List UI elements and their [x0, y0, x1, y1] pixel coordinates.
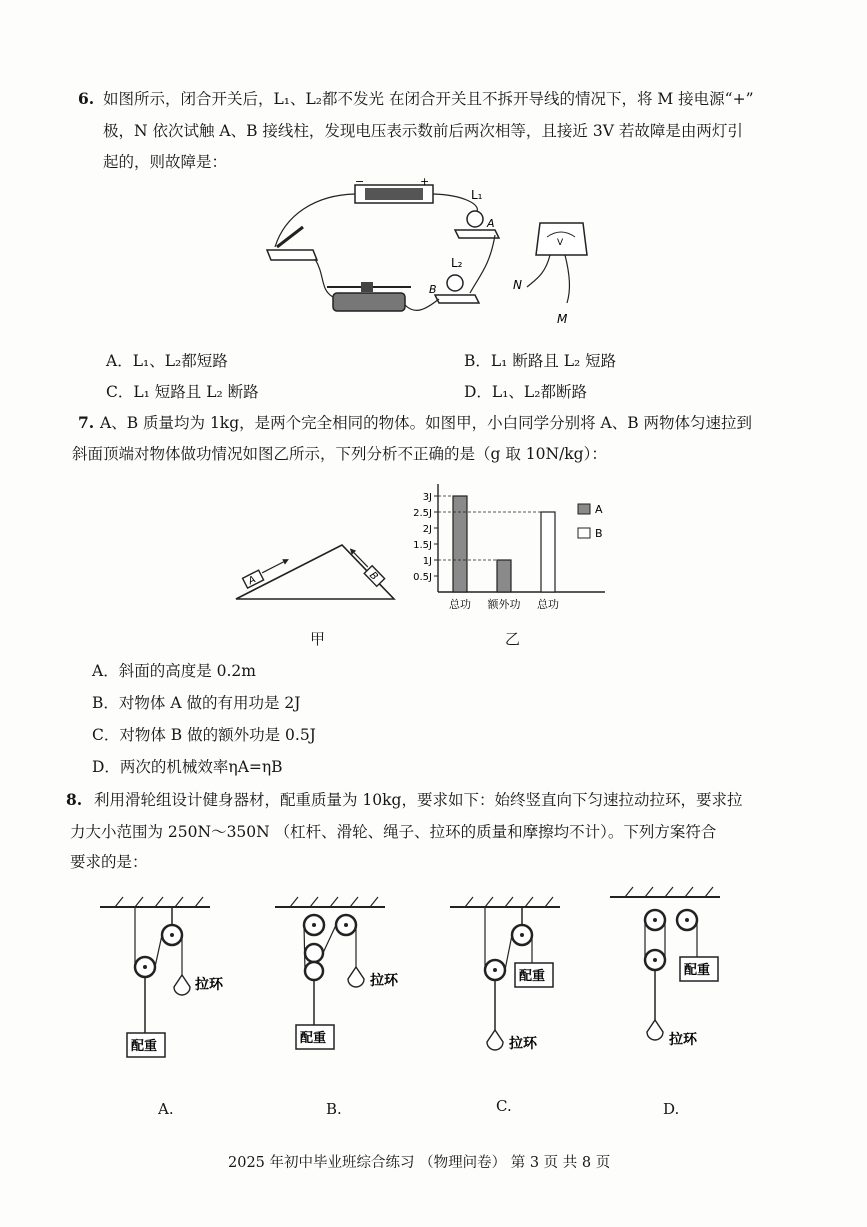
page-footer: 2025 年初中毕业班综合练习 （物理问卷） 第 3 页 共 8 页 — [228, 1155, 611, 1171]
block-b-label: B — [366, 570, 380, 583]
legend-label-a: A — [595, 503, 603, 516]
q6-option-c: C．L₁ 短路且 L₂ 断路 — [106, 383, 259, 401]
q8-number: 8. — [66, 790, 83, 809]
block-a-label: A — [246, 574, 258, 588]
pulley-option-a — [95, 895, 245, 1070]
counterweight-label: 配重 — [519, 969, 546, 984]
q7-option-a: A．斜面的高度是 0.2m — [92, 662, 256, 680]
x-category-label: 额外功 — [487, 598, 521, 611]
label-b: B — [429, 283, 437, 296]
battery-cell — [365, 188, 423, 200]
pulley-label-c: C. — [496, 1097, 512, 1115]
pulley-label-b: B. — [326, 1100, 342, 1118]
wire-3 — [470, 235, 495, 293]
probe-wire-n — [527, 255, 550, 287]
lamp-l1-bulb — [467, 211, 483, 227]
lamp-l2-bulb — [447, 275, 463, 291]
movable-pulley-1 — [305, 944, 323, 962]
probe-wire-m — [565, 255, 569, 303]
pulley-option-b — [270, 895, 420, 1070]
y-tick-label: 2.5J — [413, 508, 432, 519]
q6-line-2: 极，N 依次试触 A、B 接线柱，发现电压表示数前后两次相等，且接近 3V 若故障是由两灯引 — [103, 122, 743, 140]
battery-plus: + — [420, 175, 430, 188]
q7-line-1: A、B 质量均为 1kg，是两个完全相同的物体。如图甲，小白同学分别将 A、B 两物体匀速拉到 — [100, 414, 753, 432]
lamp-l1-base — [455, 230, 499, 238]
circuit-figure — [255, 175, 595, 335]
q7-line-2: 斜面顶端对物体做功情况如图乙所示，下列分析不正确的是（g 取 10N/kg）： — [72, 445, 607, 463]
x-category-label: 总功 — [449, 598, 471, 611]
q7-number: 7. — [78, 413, 95, 432]
fig-jia-label: 甲 — [310, 630, 326, 648]
q6-number: 6. — [78, 89, 95, 108]
pull-ring-label: 拉环 — [370, 973, 398, 989]
q6-option-a: A．L₁、L₂都短路 — [106, 352, 228, 370]
fig-yi-label: 乙 — [505, 630, 521, 648]
label-m: M — [557, 312, 568, 326]
q6-line-3: 起的，则故障是： — [103, 153, 228, 171]
ceiling-hatch — [465, 897, 553, 907]
ceiling-hatch — [625, 887, 713, 897]
label-l1: L₁ — [471, 188, 483, 202]
rheostat-slider — [361, 282, 373, 292]
force-arrowhead-a — [282, 556, 290, 564]
y-tick-label: 2J — [422, 524, 432, 535]
force-arrow-a — [262, 562, 283, 573]
ceiling-hatch — [290, 897, 378, 907]
label-n: N — [513, 278, 522, 292]
pull-ring — [647, 1020, 663, 1040]
wire-5 — [315, 259, 333, 297]
counterweight-label: 配重 — [300, 1031, 327, 1046]
voltmeter-v: V — [557, 238, 564, 248]
q6-option-d: D．L₁、L₂都断路 — [464, 383, 587, 401]
pull-ring — [487, 1030, 503, 1050]
q7-option-b: B．对物体 A 做的有用功是 2J — [92, 694, 301, 712]
pulley-label-d: D. — [663, 1100, 680, 1118]
y-tick-label: 0.5J — [413, 572, 432, 583]
q8-line-3: 要求的是： — [70, 853, 148, 871]
pull-ring-label: 拉环 — [509, 1036, 537, 1052]
bar-a — [497, 560, 511, 592]
incline-figure — [230, 535, 400, 605]
x-category-label: 总功 — [537, 598, 559, 611]
y-tick-label: 1.5J — [413, 540, 432, 551]
switch-base — [267, 250, 317, 260]
pull-ring-label: 拉环 — [669, 1032, 697, 1048]
bar-a — [453, 496, 467, 592]
pull-ring — [348, 967, 364, 987]
y-tick-label: 3J — [422, 492, 432, 503]
wire-4 — [405, 299, 439, 310]
label-a: A — [487, 217, 495, 230]
label-l2: L₂ — [451, 256, 463, 270]
pulley-option-d — [605, 885, 755, 1060]
legend-label-b: B — [595, 527, 603, 540]
q7-option-d: D．两次的机械效率ηA=ηB — [92, 758, 283, 776]
bar-b — [541, 512, 555, 592]
battery-minus: − — [355, 175, 365, 188]
legend-swatch-b — [578, 528, 590, 538]
pulley-option-c — [445, 895, 595, 1070]
counterweight-label: 配重 — [684, 963, 711, 978]
q8-line-2: 力大小范围为 250N～350N （杠杆、滑轮、绳子、拉环的质量和摩擦均不计）。下列方案符合 — [70, 823, 717, 841]
pull-ring — [174, 975, 190, 995]
ceiling-hatch — [115, 897, 203, 907]
rheostat — [333, 293, 405, 311]
y-tick-label: 1J — [422, 556, 432, 567]
switch-lever — [277, 227, 303, 247]
movable-pulley-2 — [305, 962, 323, 980]
q8-line-1: 利用滑轮组设计健身器材，配重质量为 10kg，要求如下：始终竖直向下匀速拉动拉环，要求拉 — [94, 791, 743, 809]
lamp-l2-base — [435, 295, 479, 303]
q7-option-c: C．对物体 B 做的额外功是 0.5J — [92, 726, 316, 744]
pull-ring-label: 拉环 — [195, 977, 223, 993]
work-bar-chart — [405, 482, 620, 617]
counterweight-label: 配重 — [131, 1039, 158, 1054]
q6-line-1: 如图所示，闭合开关后，L₁、L₂都不发光 在闭合开关且不拆开导线的情况下，将 M 接电源“+” — [103, 90, 754, 108]
pulley-label-a: A. — [158, 1100, 174, 1118]
legend-swatch-a — [578, 504, 590, 514]
q6-option-b: B．L₁ 断路且 L₂ 短路 — [464, 352, 617, 370]
